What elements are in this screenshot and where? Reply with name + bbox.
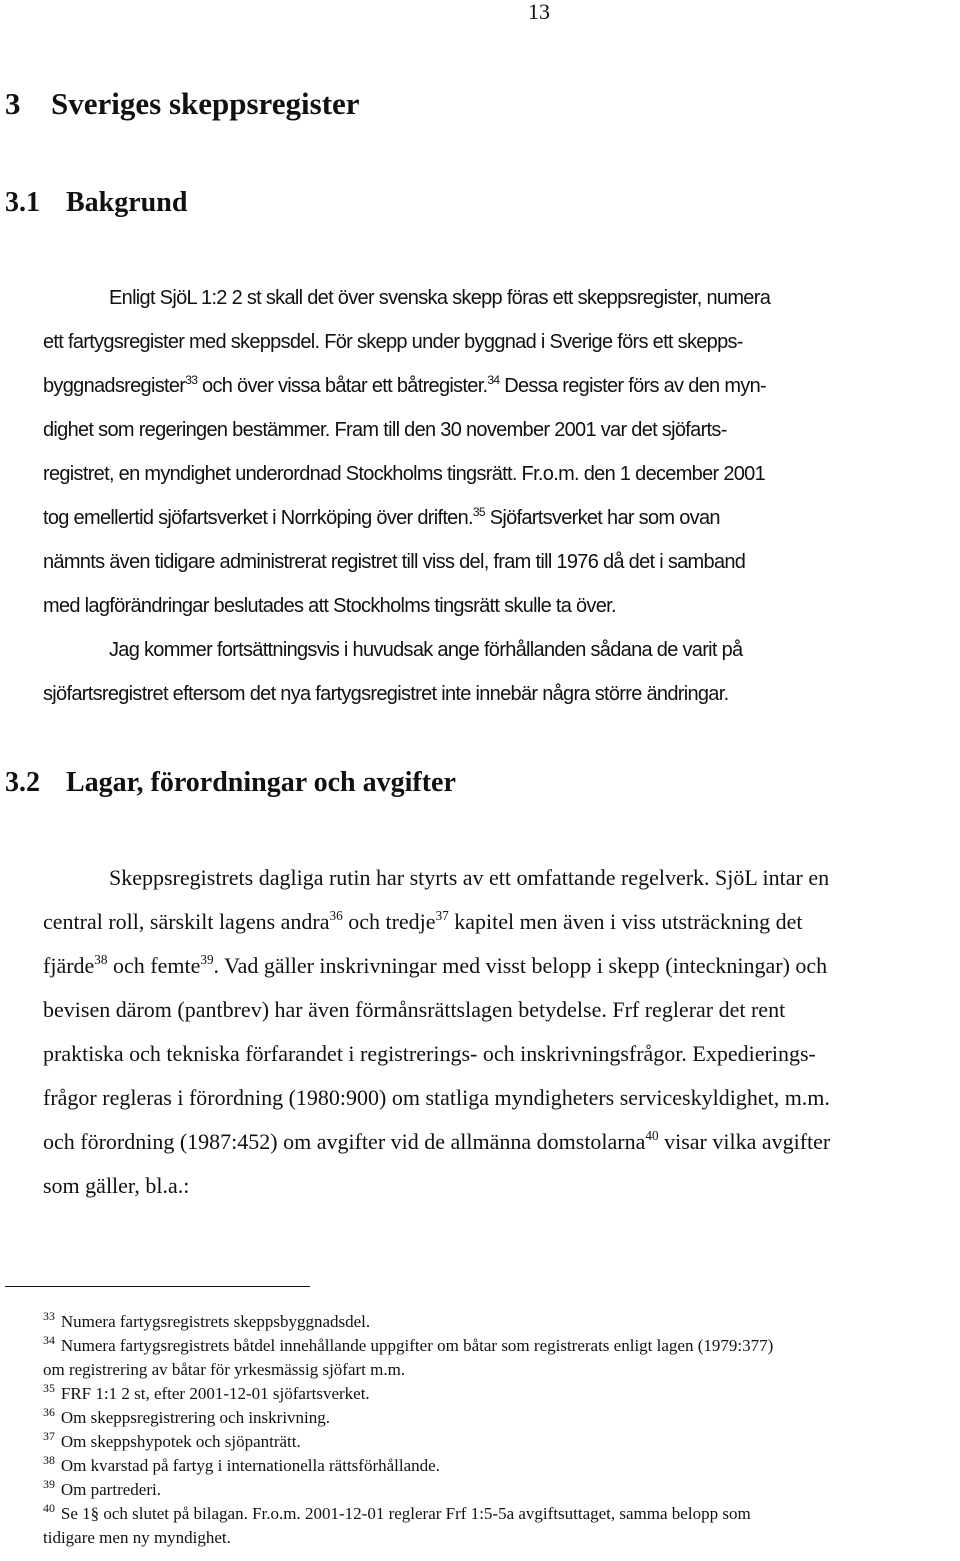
text-line: Jag kommer fortsättningsvis i huvudsak ange förhållanden sådana de varit på [109,639,743,661]
footnote-ref: 36 [329,907,343,923]
body-text-lagar [43,856,955,1208]
text-line: nämnts även tidigare administrerat registret till viss del, fram till 1976 då det i samband [43,551,746,573]
footnote-number: 40 [43,1501,55,1516]
chapter-number: 3 [5,86,21,121]
text-fragment: och över vissa båtar ett båtregister. [197,375,488,397]
chapter-heading [0,82,360,126]
footnote-ref: 33 [185,372,198,387]
text-line [43,364,948,408]
text-line: bevisen därom (pantbrev) har även förmånsrättslagen betydelse. Frf reglerar det rent [43,997,786,1022]
footnote [43,1478,958,1502]
text-fragment: fjärde [43,953,95,978]
footnote-number: 36 [43,1405,55,1420]
footnote [43,1310,958,1334]
text-line [43,944,955,988]
section-heading-lagar [0,763,456,803]
footnote-continuation [43,1358,958,1382]
page-number: 13 [528,0,550,24]
footnote-number: 37 [43,1429,55,1444]
footnote-text: Numera fartygsregistrets skeppsbyggnadsdel. [60,1312,371,1331]
footnote-ref: 34 [487,372,500,387]
text-line [43,900,955,944]
text-line: dighet som regeringen bestämmer. Fram till den 30 november 2001 var det sjöfarts- [43,419,727,441]
text-fragment: byggnadsregister [43,375,186,397]
footnote-text: Numera fartygsregistrets båtdel innehållande uppgifter om båtar som registrerats enligt lagen (1979:377) [60,1336,774,1355]
footnote-number: 35 [43,1381,55,1396]
footnote-ref: 37 [435,907,449,923]
text-fragment: tog emellertid sjöfartsverket i Norrköping över driften. [43,507,473,529]
text-fragment: Sjöfartsverket har som ovan [484,507,720,529]
footnote-number: 38 [43,1453,55,1468]
footnote [43,1382,958,1406]
footnote-text: Om kvarstad på fartyg i internationella rättsförhållande. [60,1456,440,1475]
text-fragment: . Vad gäller inskrivningar med visst belopp i skepp (inteckningar) och [213,953,828,978]
text-line [43,496,948,540]
text-line: med lagförändringar beslutades att Stockholms tingsrätt skulle ta över. [43,595,616,617]
footnote [43,1406,958,1430]
footnote-ref: 39 [200,951,214,967]
footnote-text: Se 1§ och slutet på bilagan. Fr.o.m. 2001-12-01 reglerar Frf 1:5-5a avgiftsuttaget, samma belopp som [60,1504,751,1523]
footnote-ref: 40 [645,1127,659,1143]
chapter-title: Sveriges skeppsregister [51,86,360,121]
footnote-text: FRF 1:1 2 st, efter 2001-12-01 sjöfartsverket. [60,1384,370,1403]
footnote-text: Om skeppsregistrering och inskrivning. [60,1408,331,1427]
section-title: Lagar, förordningar och avgifter [66,767,456,798]
footnote-ref: 38 [94,951,108,967]
text-fragment: Dessa register förs av den myn- [499,375,766,397]
footnote-number: 39 [43,1477,55,1492]
section-number: 3.2 [5,767,40,798]
footnote [43,1334,958,1358]
footnote-separator [5,1286,310,1287]
text-line: sjöfartsregistret eftersom det nya fartygsregistret inte innebär några större ändringar. [43,683,729,705]
text-line: Skeppsregistrets dagliga rutin har styrts av ett omfattande regelverk. SjöL intar en [109,865,830,890]
text-line: Enligt SjöL 1:2 2 st skall det över svenska skepp föras ett skeppsregister, numera [109,287,771,309]
footnote [43,1454,958,1478]
text-fragment: och förordning (1987:452) om avgifter vid de allmänna domstolarna [43,1129,646,1154]
footnote-continuation [43,1526,958,1550]
footnote-ref: 35 [472,504,485,519]
text-line [43,1120,955,1164]
footnotes [43,1310,958,1550]
footnote-text: Om partrederi. [60,1480,161,1499]
footnote-text: Om skeppshypotek och sjöpanträtt. [60,1432,301,1451]
text-line: frågor regleras i förordning (1980:900) om statliga myndigheters serviceskyldighet, m.m. [43,1085,830,1110]
footnote [43,1502,958,1526]
text-fragment: kapitel men även i viss utsträckning det [448,909,803,934]
footnote-text: om registrering av båtar för yrkesmässig sjöfart m.m. [43,1360,406,1379]
text-line: ett fartygsregister med skeppsdel. För skepp under byggnad i Sverige förs ett skepps- [43,331,743,353]
text-line: som gäller, bl.a.: [43,1173,190,1198]
text-fragment: och femte [107,953,201,978]
footnote [43,1430,958,1454]
text-line: praktiska och tekniska förfarandet i registrerings- och inskrivningsfrågor. Expedierings- [43,1041,816,1066]
footnote-number: 34 [43,1333,55,1348]
section-heading-bakgrund [0,183,187,223]
section-title: Bakgrund [66,187,188,218]
text-fragment: central roll, särskilt lagens andra [43,909,330,934]
footnote-text: tidigare men ny myndighet. [43,1528,231,1547]
footnote-number: 33 [43,1309,55,1324]
text-fragment: visar vilka avgifter [658,1129,831,1154]
text-fragment: och tredje [342,909,436,934]
body-text-bakgrund [43,276,948,716]
text-line: registret, en myndighet underordnad Stockholms tingsrätt. Fr.o.m. den 1 december 2001 [43,463,766,485]
section-number: 3.1 [5,187,40,218]
